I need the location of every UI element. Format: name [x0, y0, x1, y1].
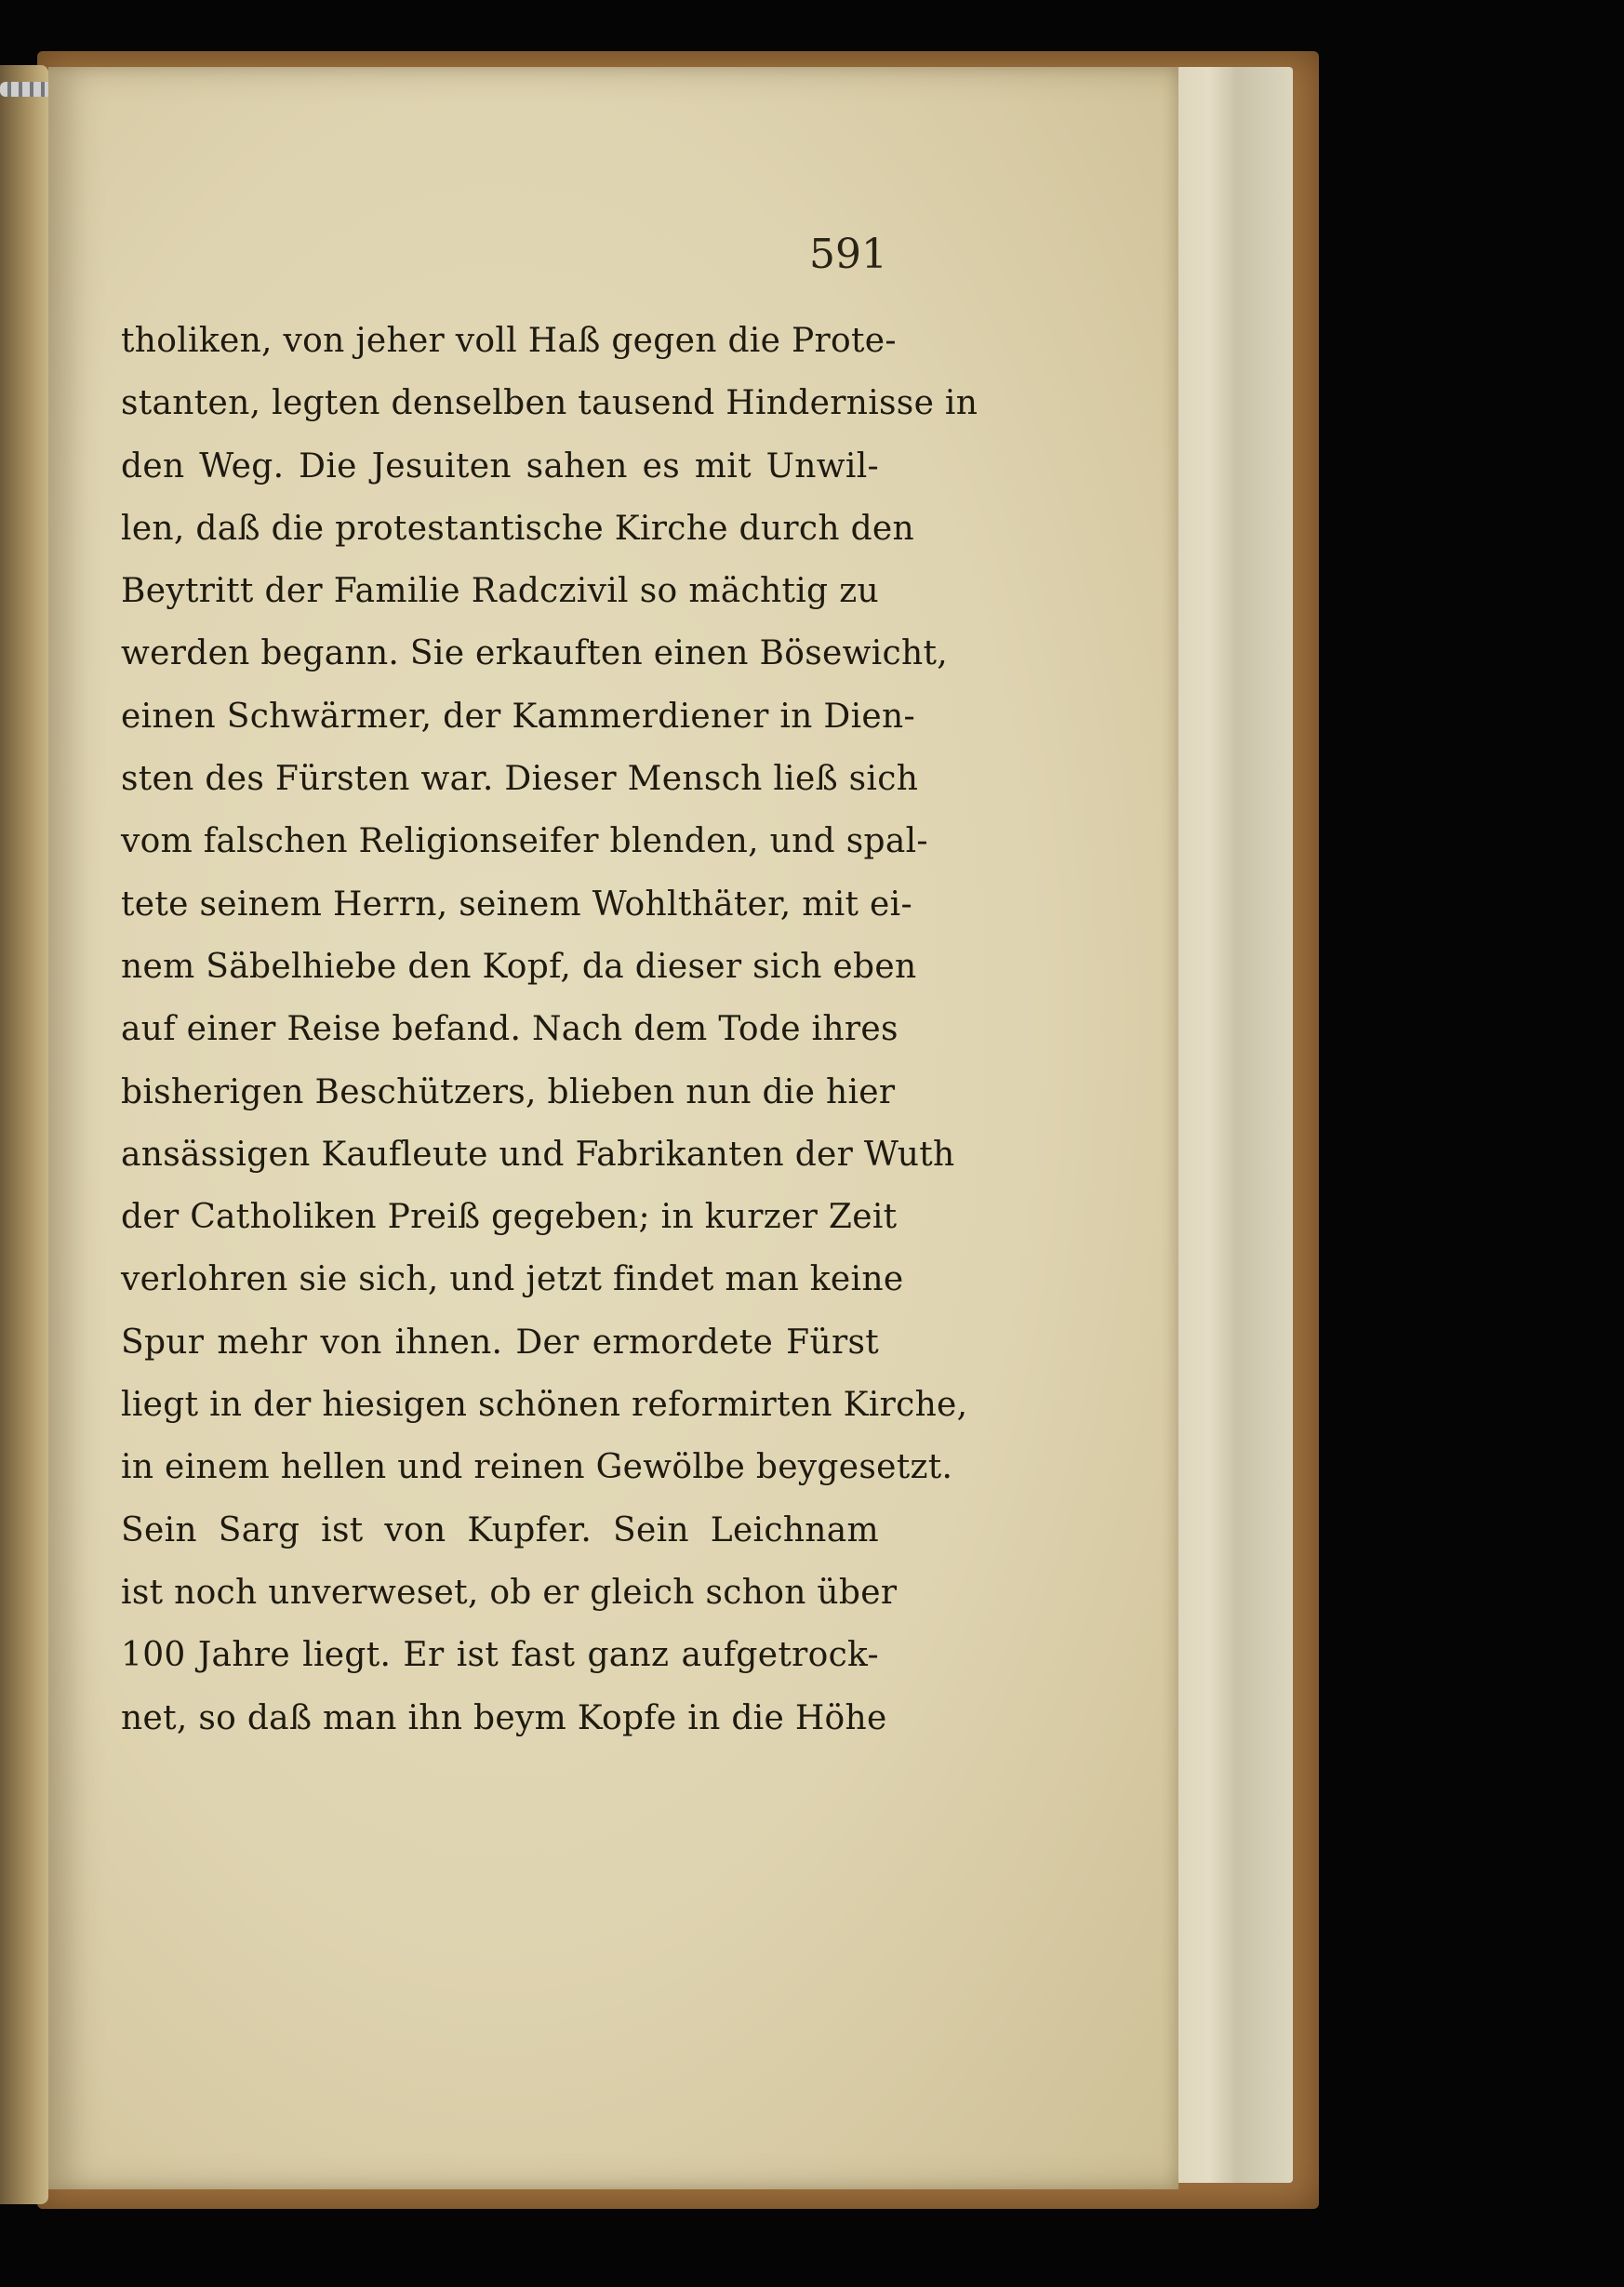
text-line: 100 Jahre liegt. Er ist fast ganz aufgetrock-: [121, 1636, 879, 1675]
text-line: net, so daß man ihn beym Kopfe in die Höhe: [121, 1698, 887, 1737]
text-line: stanten, legten denselben tausend Hindernisse in: [121, 384, 978, 423]
text-line: len, daß die protestantische Kirche durch den: [121, 509, 915, 548]
text-line: Sein Sarg ist von Kupfer. Sein Leichnam: [121, 1510, 879, 1549]
text-line: Spur mehr von ihnen. Der ermordete Fürst: [121, 1323, 879, 1362]
page-number: 591: [809, 231, 887, 278]
text-line: einen Schwärmer, der Kammerdiener in Dien-: [121, 697, 915, 736]
body-text: [121, 310, 978, 1749]
text-line: sten des Fürsten war. Dieser Mensch ließ sich: [121, 760, 919, 799]
text-line: nem Säbelhiebe den Kopf, da dieser sich eben: [121, 947, 917, 986]
text-line: den Weg. Die Jesuiten sahen es mit Unwil-: [121, 446, 879, 485]
text-line: bisherigen Beschützers, blieben nun die hier: [121, 1072, 896, 1111]
previous-page-edge: [0, 65, 48, 2204]
text-line: ansässigen Kaufleute und Fabrikanten der Wuth: [121, 1135, 955, 1174]
text-line: werden begann. Sie erkauften einen Bösewicht,: [121, 634, 948, 673]
text-line: liegt in der hiesigen schönen reformirten Kirche,: [121, 1386, 968, 1425]
text-line: auf einer Reise befand. Nach dem Tode ihres: [121, 1010, 899, 1049]
text-line: der Catholiken Preiß gegeben; in kurzer Zeit: [121, 1198, 898, 1237]
text-line: Beytritt der Familie Radczivil so mächtig zu: [121, 572, 879, 611]
text-line: tete seinem Herrn, seinem Wohlthäter, mit ei-: [121, 884, 912, 924]
text-line: in einem hellen und reinen Gewölbe beygesetzt.: [121, 1448, 953, 1487]
text-line: tholiken, von jeher voll Haß gegen die Prote-: [121, 322, 897, 360]
text-line: ist noch unverweset, ob er gleich schon über: [121, 1573, 898, 1612]
text-line: verlohren sie sich, und jetzt findet man keine: [121, 1260, 904, 1299]
text-line: vom falschen Religionseifer blenden, und spal-: [121, 822, 928, 861]
